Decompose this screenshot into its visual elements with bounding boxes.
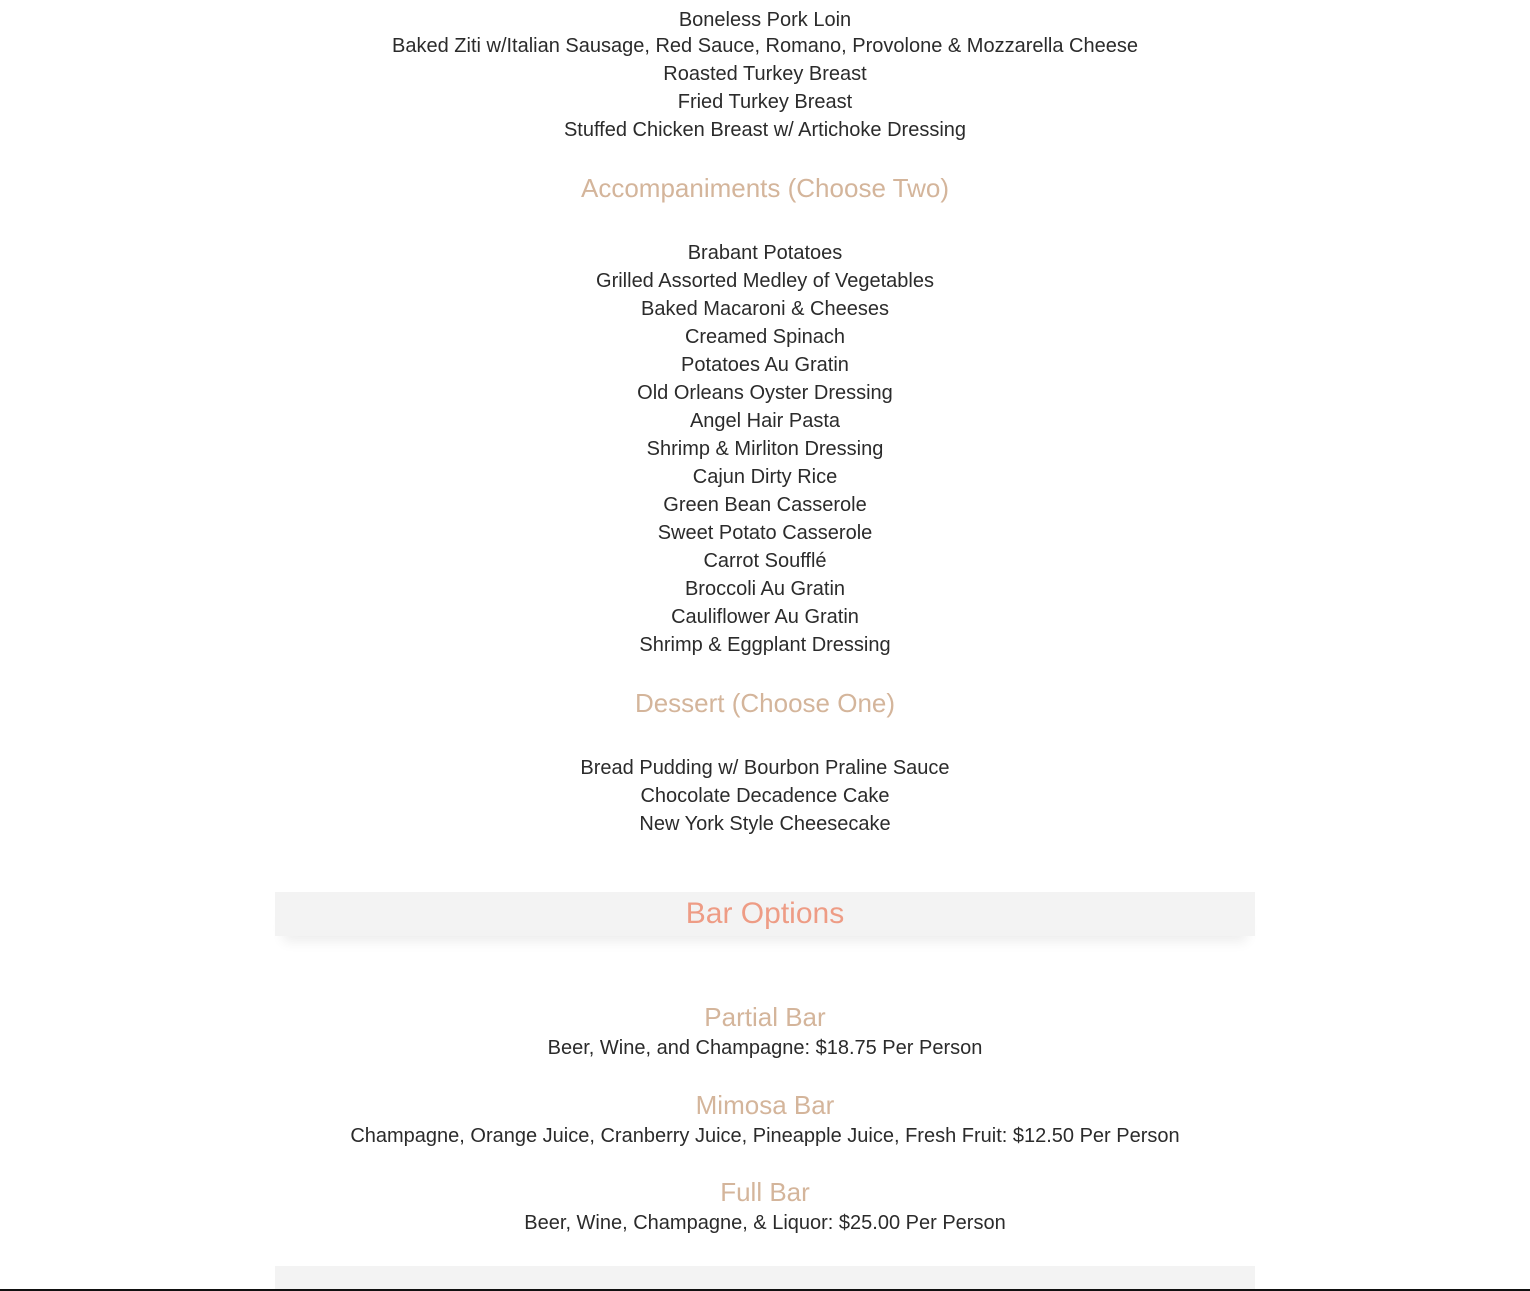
bar-option-name: Partial Bar bbox=[704, 1002, 826, 1032]
accompaniment-item: Brabant Potatoes bbox=[687, 242, 843, 264]
accompaniments-heading: Accompaniments (Choose Two) bbox=[580, 173, 949, 203]
accompaniment-item: Green Bean Casserole bbox=[663, 494, 867, 516]
bar-option-name: Full Bar bbox=[720, 1177, 810, 1207]
dessert-item: Bread Pudding w/ Bourbon Praline Sauce bbox=[580, 757, 950, 779]
accompaniment-item: Creamed Spinach bbox=[684, 326, 846, 348]
entree-item: Baked Ziti w/Italian Sausage, Red Sauce, Romano, Provolone & Mozzarella Cheese bbox=[392, 35, 1138, 57]
entree-item: Fried Turkey Breast bbox=[677, 91, 853, 113]
accompaniment-item: Potatoes Au Gratin bbox=[681, 354, 849, 376]
accompaniment-item: Angel Hair Pasta bbox=[689, 410, 841, 432]
bar-options-banner bbox=[275, 892, 1255, 936]
entree-item: Stuffed Chicken Breast w/ Artichoke Dressing bbox=[563, 119, 967, 141]
bar-option-description: Beer, Wine, Champagne, & Liquor: $25.00 Per Person bbox=[524, 1212, 1006, 1234]
accompaniment-item: Cauliflower Au Gratin bbox=[671, 606, 859, 628]
accompaniment-item: Shrimp & Eggplant Dressing bbox=[639, 634, 891, 656]
entree-item: Roasted Turkey Breast bbox=[663, 63, 867, 85]
accompaniment-item: Carrot Soufflé bbox=[703, 550, 827, 572]
dessert-item: Chocolate Decadence Cake bbox=[640, 785, 890, 807]
accompaniment-item: Grilled Assorted Medley of Vegetables bbox=[596, 270, 934, 292]
bar-option-description: Champagne, Orange Juice, Cranberry Juice, Pineapple Juice, Fresh Fruit: $12.50 Per Person bbox=[350, 1125, 1180, 1147]
bar-option-description: Beer, Wine, and Champagne: $18.75 Per Person bbox=[547, 1037, 983, 1059]
bar-option-name: Mimosa Bar bbox=[695, 1090, 835, 1120]
accompaniment-item: Old Orleans Oyster Dressing bbox=[637, 382, 893, 404]
accompaniment-item: Broccoli Au Gratin bbox=[684, 578, 846, 600]
accompaniment-item: Shrimp & Mirliton Dressing bbox=[646, 438, 884, 460]
accompaniment-item: Cajun Dirty Rice bbox=[692, 466, 838, 488]
bar-options-title: Bar Options bbox=[685, 897, 845, 930]
dessert-item: New York Style Cheesecake bbox=[639, 813, 891, 835]
accompaniment-item: Baked Macaroni & Cheeses bbox=[641, 298, 889, 320]
dessert-heading: Dessert (Choose One) bbox=[634, 688, 896, 718]
accompaniment-item: Sweet Potato Casserole bbox=[657, 522, 873, 544]
next-section-banner bbox=[275, 1266, 1255, 1291]
entree-item: Boneless Pork Loin bbox=[678, 9, 852, 31]
